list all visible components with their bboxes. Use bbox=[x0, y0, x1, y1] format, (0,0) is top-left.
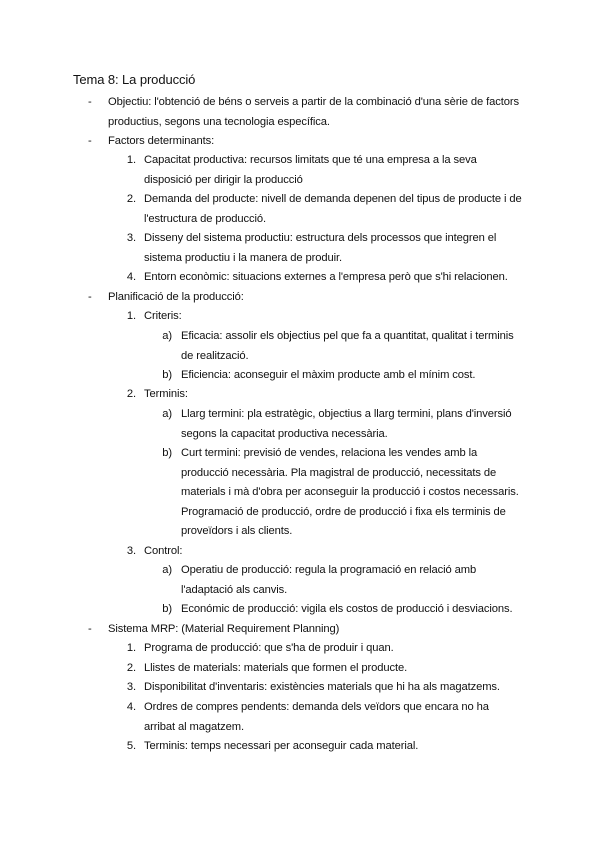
mrp-heading bbox=[108, 620, 339, 640]
terminis-number: 2. bbox=[126, 388, 136, 400]
factor-4-number: 4. bbox=[126, 271, 136, 283]
control-b-item bbox=[181, 600, 513, 620]
terminis-b-line-2: producció necessària. Pla magistral de producció, necessitats de bbox=[181, 466, 497, 479]
factor-2-number: 2. bbox=[126, 193, 136, 205]
mrp-4-line-2: arribat al magatzem. bbox=[144, 720, 244, 733]
control-number: 3. bbox=[126, 545, 136, 557]
factor-3-line-2: sistema productiu i la manera de produir. bbox=[144, 251, 343, 264]
criteris-a-line-1: Eficacia: assolir els objectius pel que fa a quantitat, qualitat i terminis bbox=[181, 330, 514, 342]
control-a-item bbox=[181, 561, 476, 600]
mrp-5-line-1: Terminis: temps necessari per aconseguir cada material. bbox=[144, 740, 419, 752]
objectiu-line-2: productius, segons una tecnologia específica. bbox=[108, 115, 330, 128]
control-b-mark: b) bbox=[162, 603, 172, 615]
control-b-line-1: Económic de producció: vigila els costos de producció i desviacions. bbox=[181, 603, 513, 615]
terminis-b-line-4: Programació de producció, ordre de producció i fixa els terminis de bbox=[181, 505, 506, 518]
document-title: Tema 8: La producció bbox=[73, 72, 196, 87]
mrp-1-line-1: Programa de producció: que s'ha de produir i quan. bbox=[144, 642, 394, 654]
terminis-b-line-1: Curt termini: previsió de vendes, relaciona les vendes amb la bbox=[181, 447, 478, 459]
terminis-a-mark: a) bbox=[162, 408, 172, 420]
criteris-b-line-1: Eficiencia: aconseguir el màxim producte amb el mínim cost. bbox=[181, 369, 476, 381]
mrp-1-item bbox=[144, 639, 394, 659]
mrp-2-line-1: Llistes de materials: materials que formen el producte. bbox=[144, 662, 408, 674]
objectiu-item bbox=[108, 93, 519, 132]
mrp-2-number: 2. bbox=[126, 662, 136, 674]
planificacio-heading-text: Planificació de la producció: bbox=[108, 291, 244, 303]
factor-2-line-2: l'estructura de producció. bbox=[144, 212, 267, 225]
planificacio-heading bbox=[108, 288, 244, 308]
factors-heading bbox=[108, 132, 214, 152]
factor-2-line-1: Demanda del producte: nivell de demanda depenen del tipus de producte i de bbox=[144, 193, 522, 205]
control-heading bbox=[144, 542, 182, 562]
factor-1-item bbox=[144, 151, 477, 190]
factor-2-item bbox=[144, 190, 522, 229]
mrp-2-item bbox=[144, 659, 407, 679]
control-a-line-1: Operatiu de producció: regula la programació en relació amb bbox=[181, 564, 477, 576]
factor-4-line-1: Entorn econòmic: situacions externes a l'empresa però que s'hi relacionen. bbox=[144, 271, 508, 283]
control-a-mark: a) bbox=[162, 564, 172, 576]
factor-3-item bbox=[144, 229, 496, 268]
factor-1-line-2: disposició per dirigir la producció bbox=[144, 173, 303, 186]
terminis-b-mark: b) bbox=[162, 447, 172, 459]
factor-1-line-1: Capacitat productiva: recursos limitats que té una empresa a la seva bbox=[144, 154, 477, 166]
mrp-3-item bbox=[144, 678, 500, 698]
criteris-a-line-2: de realització. bbox=[181, 349, 249, 362]
criteris-number: 1. bbox=[126, 310, 136, 322]
mrp-3-line-1: Disponibilitat d'inventaris: existències materials que hi ha als magatzems. bbox=[144, 681, 500, 693]
factor-3-number: 3. bbox=[126, 232, 136, 244]
control-label: Control: bbox=[144, 545, 183, 557]
terminis-label: Terminis: bbox=[144, 388, 188, 400]
factors-heading-text: Factors determinants: bbox=[108, 135, 215, 147]
terminis-b-item bbox=[181, 444, 519, 542]
mrp-5-item bbox=[144, 737, 418, 757]
mrp-4-item bbox=[144, 698, 489, 737]
criteris-label: Criteris: bbox=[144, 310, 182, 322]
mrp-4-line-1: Ordres de compres pendents: demanda dels veïdors que encara no ha bbox=[144, 701, 489, 713]
criteris-heading bbox=[144, 307, 182, 327]
factor-3-line-1: Disseny del sistema productiu: estructura dels processos que integren el bbox=[144, 232, 497, 244]
mrp-4-number: 4. bbox=[126, 701, 136, 713]
bullet-dash: - bbox=[88, 135, 92, 147]
bullet-dash: - bbox=[88, 623, 92, 635]
mrp-1-number: 1. bbox=[126, 642, 136, 654]
terminis-b-line-5: proveïdors i als clients. bbox=[181, 525, 293, 537]
mrp-5-number: 5. bbox=[126, 740, 136, 752]
control-a-line-2: l'adaptació als canvis. bbox=[181, 583, 288, 596]
terminis-heading bbox=[144, 385, 188, 405]
terminis-a-line-2: segons la capacitat productiva necessària. bbox=[181, 427, 388, 440]
criteris-a-mark: a) bbox=[162, 330, 172, 342]
mrp-3-number: 3. bbox=[126, 681, 136, 693]
terminis-a-item bbox=[181, 405, 512, 444]
bullet-dash: - bbox=[88, 291, 92, 303]
factor-1-number: 1. bbox=[126, 154, 136, 166]
factor-4-item bbox=[144, 268, 508, 288]
objectiu-line-1: Objectiu: l'obtenció de béns o serveis a partir de la combinació d'una sèrie de factors bbox=[108, 96, 519, 108]
terminis-a-line-1: Llarg termini: pla estratègic, objectius a llarg termini, plans d'inversió bbox=[181, 408, 512, 420]
terminis-b-line-3: materials i mà d'obra per aconseguir la producció i costos necessaris. bbox=[181, 486, 519, 498]
mrp-heading-text: Sistema MRP: (Material Requirement Planning) bbox=[108, 623, 340, 635]
criteris-a-item bbox=[181, 327, 514, 366]
bullet-dash: - bbox=[88, 96, 92, 108]
criteris-b-mark: b) bbox=[162, 369, 172, 381]
criteris-b-item bbox=[181, 366, 475, 386]
